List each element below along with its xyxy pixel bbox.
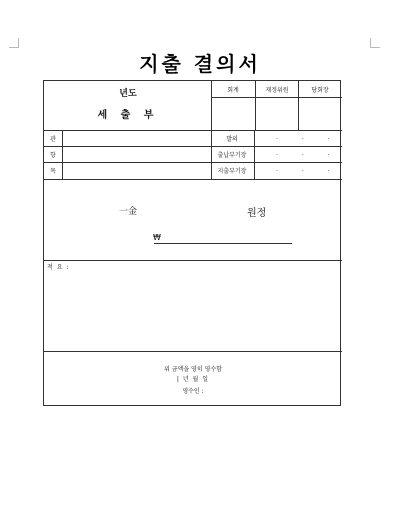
year-label: 년도 (119, 89, 137, 99)
budget-row-input[interactable] (63, 163, 211, 179)
approval-header-finance-member: 재정위원 (265, 87, 289, 94)
approval-signature-box[interactable] (256, 98, 298, 130)
budget-row-label: 관 (50, 136, 56, 143)
budget-row-input[interactable] (63, 131, 211, 146)
summary-area[interactable] (45, 271, 341, 350)
expenditure-form (43, 80, 341, 406)
initiation-label: 발의 (226, 136, 238, 143)
crop-mark-top-right (370, 38, 380, 48)
approval-header-accounting: 회계 (227, 87, 239, 94)
receipt-date: | 년 월 일 (176, 376, 210, 383)
currency-symbol: ₩ (153, 233, 161, 242)
date-field[interactable]: . . . (276, 134, 341, 141)
date-field[interactable]: . . . (276, 150, 341, 157)
budget-row-label: 항 (50, 152, 56, 159)
approval-header-pastor: 당회장 (311, 87, 329, 94)
budget-row-label: 목 (50, 168, 56, 175)
amount-underline[interactable] (154, 243, 292, 244)
expense-ledger-label: 지출부기장 (217, 168, 247, 175)
document-title: 지출 결의서 (139, 52, 261, 76)
date-field[interactable]: . . . (276, 166, 341, 173)
divider-horizontal (44, 351, 342, 352)
recipient-label: 영수인 : (182, 388, 204, 395)
amount-prefix: 一金 (119, 207, 138, 217)
summary-label: 적 요 : (47, 264, 70, 271)
cash-ledger-label: 출납부기장 (217, 152, 247, 159)
amount-unit: 원정 (247, 208, 267, 219)
crop-mark-top-left (9, 38, 19, 48)
divider-horizontal (44, 260, 342, 261)
divider-vertical (254, 130, 255, 179)
receipt-statement: 위 금액을 영히 영수함 (164, 366, 222, 373)
divider-horizontal (44, 179, 342, 180)
approval-signature-box[interactable] (299, 98, 341, 130)
budget-row-input[interactable] (63, 147, 211, 162)
approval-signature-box[interactable] (212, 98, 255, 130)
department-label: 세 출 부 (97, 110, 159, 121)
